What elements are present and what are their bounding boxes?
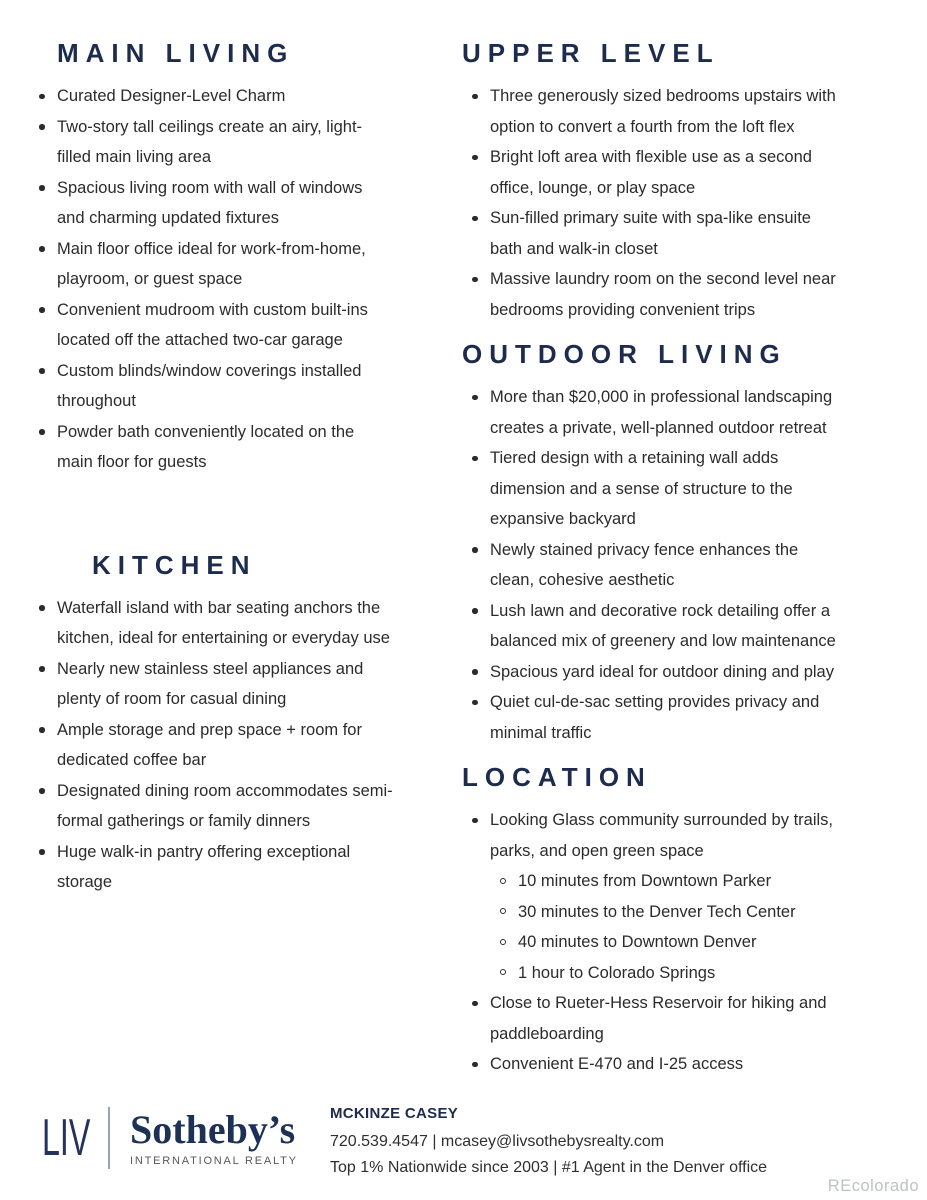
bullet-item: [38, 356, 393, 417]
bullet-item: [38, 173, 393, 234]
bullet-icon: [39, 246, 45, 252]
bullet-list: [38, 81, 393, 478]
bullet-item: [462, 596, 846, 657]
bullet-text: Three generously sized bedrooms upstairs with option to convert a fourth from the loft flex: [490, 87, 836, 136]
bullet-item: [38, 593, 393, 654]
sothebys-block: [130, 1106, 302, 1167]
bullet-text: Sun-filled primary suite with spa-like ensuite bath and walk-in closet: [490, 209, 811, 258]
bullet-text: Convenient mudroom with custom built-ins located off the attached two-car garage: [57, 300, 368, 349]
sub-bullet-text: 1 hour to Colorado Springs: [518, 963, 716, 982]
bullet-item: [462, 1049, 846, 1080]
agent-name: MCKINZE CASEY: [330, 1105, 459, 1122]
agent-info: [330, 1102, 767, 1181]
sub-bullet-text: 40 minutes to Downtown Denver: [518, 933, 757, 951]
left-column: [38, 38, 393, 898]
bullet-item: [462, 988, 846, 1049]
agent-contact: 720.539.4547 | mcasey@livsothebysrealty.com: [330, 1133, 665, 1150]
bullet-text: Spacious living room with wall of windows and charming updated fixtures: [57, 178, 363, 227]
bullet-text: Main floor office ideal for work-from-home, playroom, or guest space: [57, 239, 366, 288]
bullet-text: Spacious yard ideal for outdoor dining and play: [490, 662, 834, 681]
bullet-icon: [472, 94, 478, 100]
bullet-item: [462, 142, 846, 203]
bullet-icon: [39, 368, 45, 374]
bullet-item: [38, 837, 393, 898]
bullet-icon: [472, 700, 478, 706]
section-upper-level: [462, 38, 846, 325]
bullet-icon: [39, 727, 45, 733]
bullet-text: More than $20,000 in professional landscaping creates a private, well-planned outdoor retreat: [490, 388, 833, 437]
bullet-icon: [472, 395, 478, 401]
bullet-icon: [39, 666, 45, 672]
section-title-outdoor-living: OUTDOOR LIVING: [462, 339, 787, 369]
bullet-list: [38, 593, 393, 898]
bullet-list: [462, 805, 846, 1080]
bullet-text: Waterfall island with bar seating anchors the kitchen, ideal for entertaining or everyday use: [57, 598, 390, 647]
international-realty-label: INTERNATIONAL REALTY: [130, 1154, 298, 1167]
bullet-item: [462, 535, 846, 596]
bullet-text: Convenient E-470 and I-25 access: [490, 1055, 744, 1073]
sub-bullet-icon: [500, 878, 506, 884]
section-location: [462, 762, 846, 1080]
bullet-icon: [39, 429, 45, 435]
bullet-item: [462, 382, 846, 443]
sub-bullet-item: [490, 897, 846, 928]
bullet-text: Bright loft area with flexible use as a second office, lounge, or play space: [490, 148, 812, 197]
bullet-text: Designated dining room accommodates semi-formal gatherings or family dinners: [57, 781, 393, 830]
section-main-living: [38, 38, 393, 478]
sothebys-wordmark: Sotheby’s: [130, 1106, 296, 1152]
bullet-text: Huge walk-in pantry offering exceptional storage: [57, 842, 351, 891]
section-title-kitchen: KITCHEN: [92, 549, 257, 580]
sub-bullet-text: 10 minutes from Downtown Parker: [518, 872, 772, 890]
liv-wordmark: LIV: [42, 1109, 91, 1167]
bullet-text: Lush lawn and decorative rock detailing offer a balanced mix of greenery and low maintenance: [490, 601, 836, 650]
sub-bullet-list: [490, 866, 846, 988]
bullet-list: [462, 382, 846, 748]
sub-bullet-item: [490, 866, 846, 897]
bullet-icon: [39, 124, 45, 130]
bullet-item: [38, 417, 393, 478]
bullet-item: [38, 234, 393, 295]
section-kitchen: [38, 550, 393, 898]
bullet-item: [38, 715, 393, 776]
sub-bullet-text: 30 minutes to the Denver Tech Center: [518, 902, 796, 921]
section-outdoor-living: [462, 339, 846, 748]
bullet-item: [462, 264, 846, 325]
bullet-text: Quiet cul-de-sac setting provides privacy and minimal traffic: [490, 693, 820, 742]
bullet-icon: [472, 608, 478, 614]
section-title-location: LOCATION: [462, 762, 652, 792]
bullet-item: [38, 776, 393, 837]
bullet-item: [462, 805, 846, 988]
bullet-item: [462, 657, 846, 688]
bullet-item: [38, 81, 393, 112]
bullet-text: Massive laundry room on the second level near bedrooms providing convenient trips: [490, 270, 836, 319]
recolorado-watermark: REcolorado: [827, 1177, 919, 1195]
bullet-text: Two-story tall ceilings create an airy, light-filled main living area: [57, 117, 363, 166]
sub-bullet-icon: [500, 939, 506, 945]
bullet-item: [462, 81, 846, 142]
bullet-icon: [472, 818, 478, 824]
bullet-list: [462, 81, 846, 325]
bullet-text: Powder bath conveniently located on the main floor for guests: [57, 422, 355, 471]
agent-accolade: Top 1% Nationwide since 2003 | #1 Agent in the Denver office: [330, 1159, 768, 1176]
bullet-item: [462, 203, 846, 264]
bullet-icon: [39, 94, 45, 100]
bullet-icon: [472, 1062, 478, 1068]
bullet-text: Looking Glass community surrounded by trails, parks, and open green space: [490, 811, 833, 860]
sub-bullet-icon: [500, 969, 506, 975]
section-title-main-living: MAIN LIVING: [57, 38, 295, 68]
bullet-text: Curated Designer-Level Charm: [57, 87, 286, 105]
bullet-text: Nearly new stainless steel appliances and plenty of room for casual dining: [57, 659, 364, 708]
bullet-item: [462, 687, 846, 748]
bullet-icon: [472, 547, 478, 553]
bullet-icon: [472, 155, 478, 161]
bullet-icon: [472, 277, 478, 283]
bullet-item: [462, 443, 846, 535]
bullet-text: Newly stained privacy fence enhances the clean, cohesive aesthetic: [490, 540, 799, 589]
bullet-text: Close to Rueter-Hess Reservoir for hiking and paddleboarding: [490, 994, 827, 1043]
bullet-icon: [472, 456, 478, 462]
section-title-upper-level: UPPER LEVEL: [462, 38, 720, 68]
bullet-item: [38, 654, 393, 715]
footer: [42, 1102, 767, 1181]
sub-bullet-item: [490, 958, 846, 989]
bullet-icon: [39, 185, 45, 191]
bullet-icon: [39, 849, 45, 855]
bullet-icon: [39, 788, 45, 794]
bullet-icon: [39, 605, 45, 611]
bullet-icon: [472, 1001, 478, 1007]
bullet-item: [38, 295, 393, 356]
sub-bullet-icon: [500, 908, 506, 914]
bullet-text: Custom blinds/window coverings installed throughout: [57, 361, 362, 410]
liv-sothebys-logo: [42, 1102, 302, 1174]
bullet-icon: [472, 216, 478, 222]
sub-bullet-item: [490, 927, 846, 958]
bullet-icon: [39, 307, 45, 313]
bullet-item: [38, 112, 393, 173]
bullet-text: Ample storage and prep space + room for dedicated coffee bar: [57, 720, 362, 769]
right-column: [462, 38, 846, 1080]
bullet-icon: [472, 669, 478, 675]
logo-divider: [108, 1107, 110, 1169]
bullet-text: Tiered design with a retaining wall adds dimension and a sense of structure to the expansive backyard: [490, 449, 793, 528]
